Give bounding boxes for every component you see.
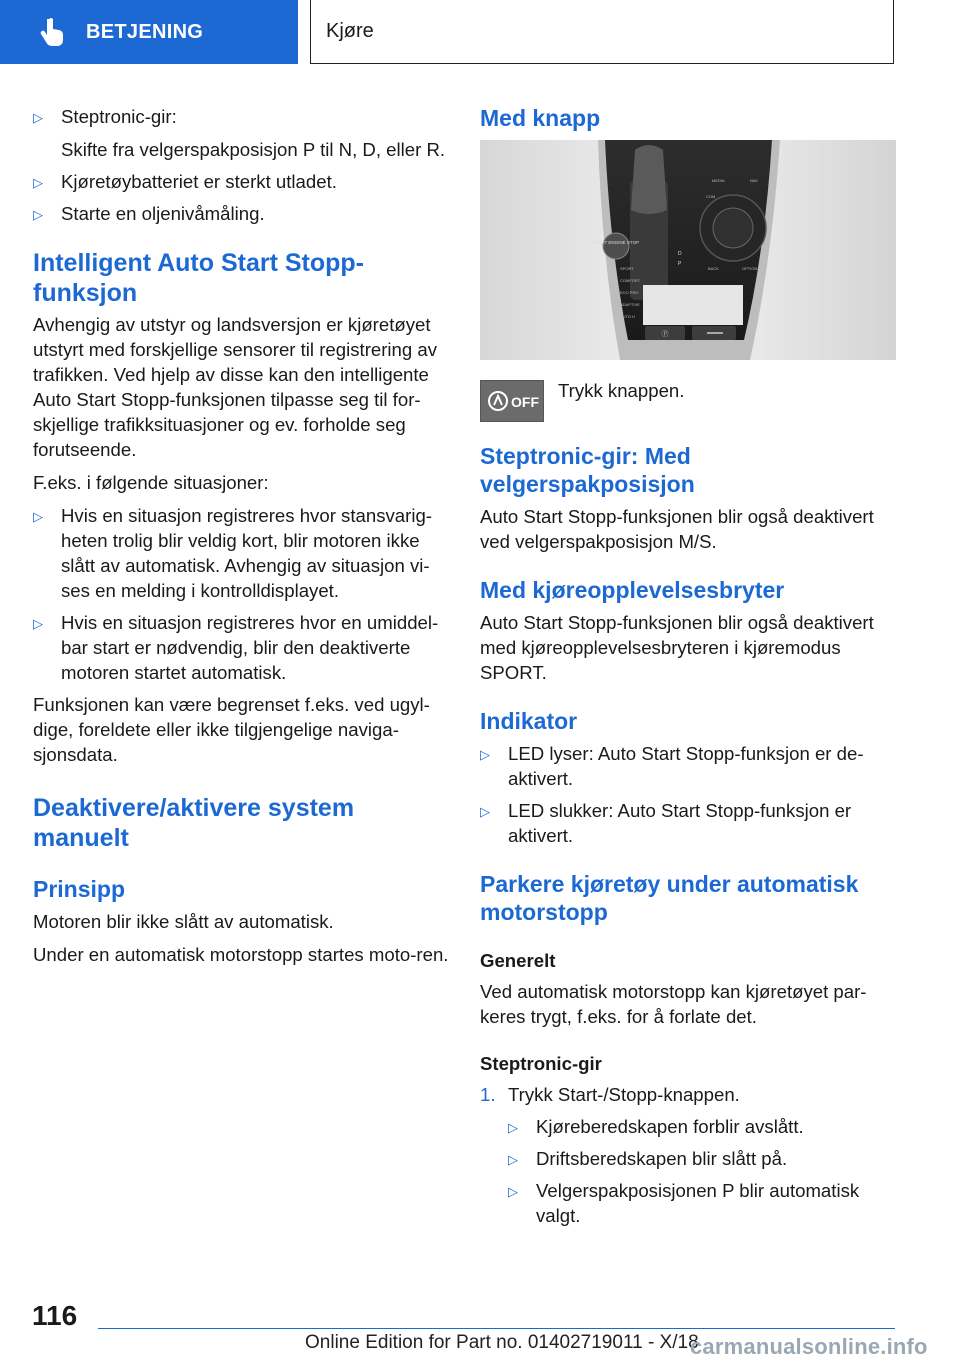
off-icon-row xyxy=(480,380,896,422)
list-item: ▷ Hvis en situasjon registreres hvor stansvarig-heten trolig blir veldig kort, blir motoren ikke slått av automatisk. Avhengig av situasjon vi-ses en melding i kontrolldisplayet. xyxy=(33,505,432,601)
list-item: ▷ Kjøretøybatteriet er sterkt utladet. xyxy=(33,169,449,194)
svg-text:D: D xyxy=(678,251,682,257)
triangle-bullet-icon: ▷ xyxy=(508,1184,518,1199)
chapter-header xyxy=(310,0,894,64)
list-item: ▷ Kjøreberedskapen forblir avslått. xyxy=(508,1114,896,1139)
triangle-bullet-icon: ▷ xyxy=(480,747,490,762)
auto-start-stop-off-icon xyxy=(480,380,544,422)
heading-experience: Med kjøreopplevelsesbryter xyxy=(480,577,785,603)
svg-text:P: P xyxy=(678,261,682,267)
svg-text:OPTION: OPTION xyxy=(742,266,758,271)
paragraph: Avhengig av utstyr og landsversjon er kjøretøyet utstyrt med forskjellige sensorer til registrering av trafikken. Ved hjelp av disse kan den intelligente Auto Start Stopp-funksjonen tilpasse seg til for-skjellige trafikksituasjoner og ev. forholde seg forutseende. xyxy=(33,314,438,460)
svg-text:COMFORT: COMFORT xyxy=(620,278,641,283)
list-item: ▷ Driftsberedskapen blir slått på. xyxy=(508,1146,896,1171)
hand-pointer-icon xyxy=(40,17,66,47)
svg-text:Ⓟ: Ⓟ xyxy=(661,331,669,338)
list-item: ▷ Velgerspakposisjonen P blir automatisk valgt. xyxy=(508,1180,860,1226)
numbered-step: 1. Trykk Start-/Stopp-knappen. xyxy=(480,1084,740,1105)
paragraph: Under en automatisk motorstopp startes moto-ren. xyxy=(33,944,449,965)
svg-text:BACK: BACK xyxy=(708,266,719,271)
heading-general: Generelt xyxy=(480,950,556,971)
heading-intelligent: Intelligent Auto Start Stopp-funksjon xyxy=(33,249,364,307)
svg-text:OFF: OFF xyxy=(511,394,539,410)
footer-divider xyxy=(98,1328,895,1329)
paragraph: Ved automatisk motorstopp kan kjøretøyet par-keres trygt, f.eks. for å forlate det. xyxy=(480,981,867,1027)
edition-text: Online Edition for Part no. 01402719011 - X/18 xyxy=(305,1332,699,1353)
heading-park: Parkere kjøretøy under automatisk motorstopp xyxy=(480,871,859,925)
triangle-bullet-icon: ▷ xyxy=(33,175,43,190)
triangle-bullet-icon: ▷ xyxy=(33,509,43,524)
svg-text:START ENGINE STOP: START ENGINE STOP xyxy=(592,240,640,245)
heading-steptronic: Steptronic-gir: Med velgerspakposisjon xyxy=(480,443,695,497)
heading-principle: Prinsipp xyxy=(33,876,126,902)
watermark: carmanualsonline.info xyxy=(690,1334,928,1359)
center-console-photo xyxy=(480,140,896,360)
paragraph: Funksjonen kan være begrenset f.eks. ved ugyl-dige, foreldete eller ikke tilgjengelige naviga-sjonsdata. xyxy=(33,694,430,765)
triangle-bullet-icon: ▷ xyxy=(33,207,43,222)
right-column xyxy=(480,100,896,1235)
triangle-bullet-icon: ▷ xyxy=(480,804,490,819)
chapter-title: Kjøre xyxy=(326,20,374,42)
list-item: ▷ LED slukker: Auto Start Stopp-funksjon er aktivert. xyxy=(480,800,852,846)
svg-text:AUTO H: AUTO H xyxy=(620,314,636,319)
paragraph: Auto Start Stopp-funksjonen blir også deaktivert med kjøreopplevelsesbryteren i kjøremodus SPORT. xyxy=(480,612,874,683)
svg-text:NAV: NAV xyxy=(750,178,758,183)
triangle-bullet-icon: ▷ xyxy=(508,1152,518,1167)
svg-text:SPORT: SPORT xyxy=(620,266,634,271)
svg-text:ADAPTIVE: ADAPTIVE xyxy=(620,302,640,307)
heading-with-button: Med knapp xyxy=(480,105,601,131)
heading-steptronic-2: Steptronic-gir xyxy=(480,1053,602,1074)
triangle-bullet-icon: ▷ xyxy=(33,616,43,631)
paragraph: Auto Start Stopp-funksjonen blir også deaktivert ved velgerspakposisjon M/S. xyxy=(480,506,874,552)
page-number: 116 xyxy=(32,1300,78,1331)
list-item: ▷ Starte en oljenivåmåling. xyxy=(33,201,449,226)
triangle-bullet-icon: ▷ xyxy=(33,110,43,125)
paragraph: F.eks. i følgende situasjoner: xyxy=(33,472,269,493)
section-title: BETJENING xyxy=(86,20,204,43)
section-tab[interactable] xyxy=(0,0,298,64)
heading-deactivate: Deaktivere/aktivere system manuelt xyxy=(33,794,355,852)
triangle-bullet-icon: ▷ xyxy=(508,1120,518,1135)
paragraph: Trykk knappen. xyxy=(558,380,685,401)
list-item: ▷ LED lyser: Auto Start Stopp-funksjon er de-aktivert. xyxy=(480,743,864,789)
list-item: ▷ Hvis en situasjon registreres hvor en umiddel-bar start er nødvendig, blir den deaktiverte motoren startet automatisk. xyxy=(33,612,439,683)
svg-text:MEDIA: MEDIA xyxy=(712,178,725,183)
svg-text:ECO PRO: ECO PRO xyxy=(620,290,639,295)
paragraph: Motoren blir ikke slått av automatisk. xyxy=(33,911,334,932)
heading-indicator: Indikator xyxy=(480,708,578,734)
svg-text:COM: COM xyxy=(706,194,716,199)
left-column xyxy=(33,100,449,975)
list-item: ▷ Steptronic-gir: Skifte fra velgerspakposisjon P til N, D, eller R. xyxy=(33,106,446,160)
